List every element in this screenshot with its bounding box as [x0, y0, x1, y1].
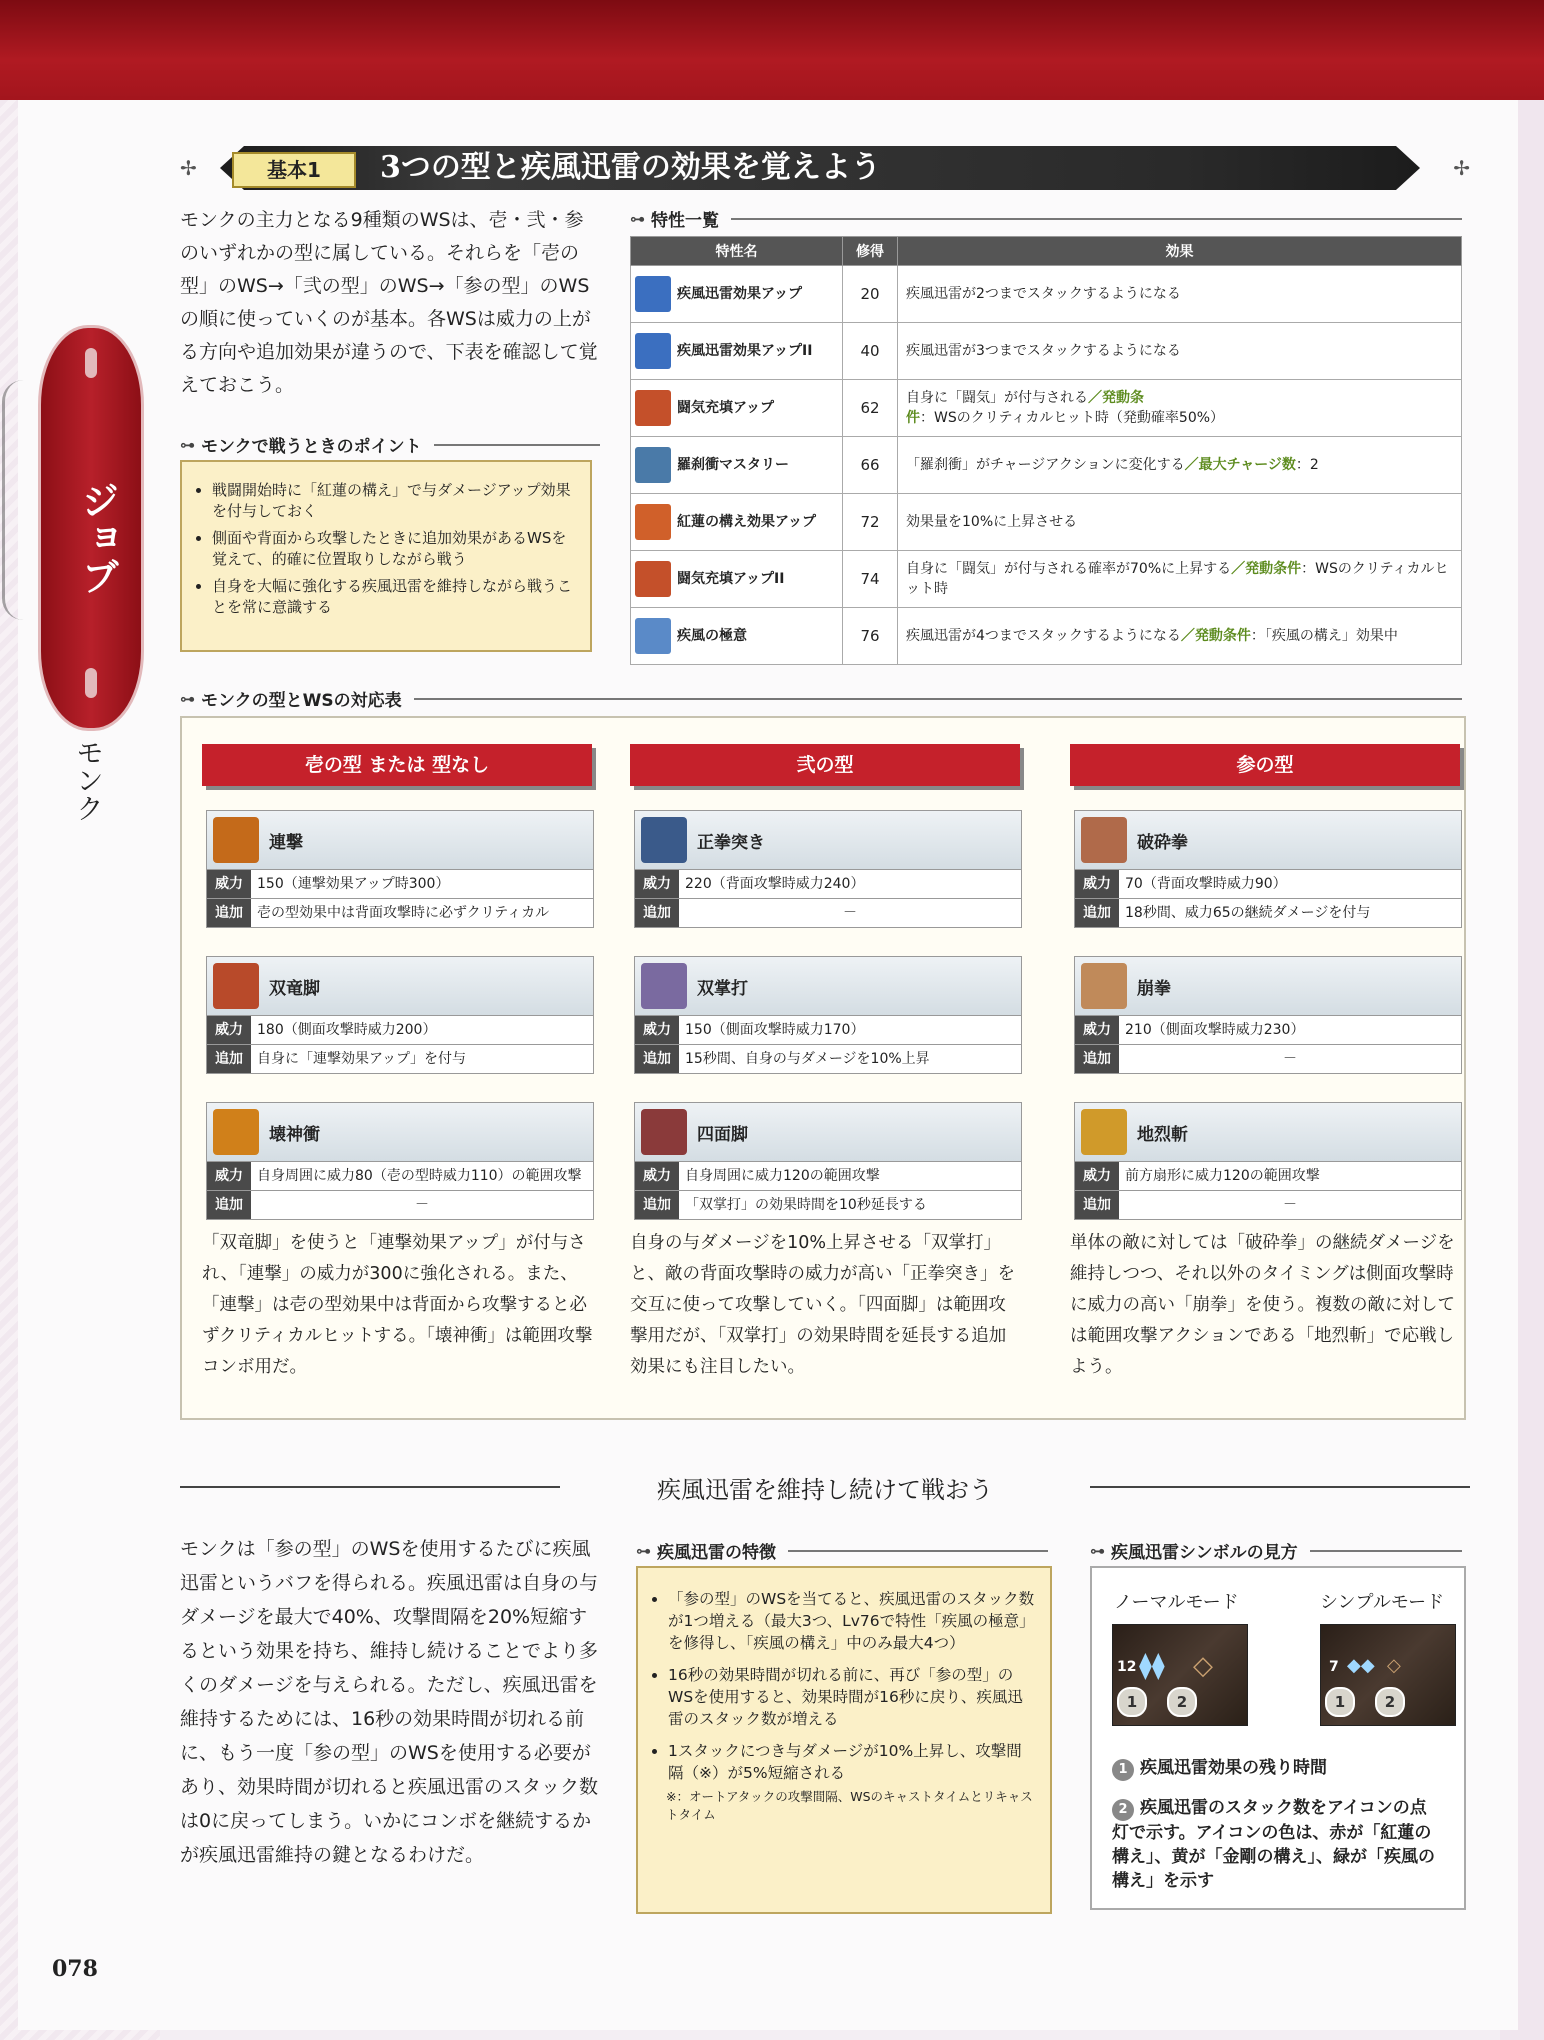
- ws-skill-icon: [641, 1109, 687, 1155]
- trait-effect: [898, 494, 1462, 551]
- col-header: 修得: [843, 237, 898, 266]
- section-badge: 基本1: [232, 152, 356, 188]
- simple-mode-label: シンプルモード: [1320, 1592, 1445, 1613]
- extra-value: 壱の型効果中は背面攻撃時に必ずクリティカル: [251, 899, 593, 927]
- power-key: 威力: [207, 1016, 251, 1044]
- ws-column-desc: 「双竜脚」を使うと「連撃効果アップ」が付与され、「連撃」の威力が300に強化される。また、「連撃」は壱の型効果中は背面から攻撃すると必ずクリティカルヒットする。「壊神衝」は範囲攻撃コンボ用だ。: [202, 1233, 593, 1377]
- power-key: 威力: [1075, 1162, 1119, 1190]
- trait-cond-label: ／発動条件: [1231, 561, 1302, 577]
- trait-row: [631, 323, 1462, 380]
- ws-power-row: [634, 1016, 1022, 1045]
- ws-column: [202, 744, 593, 1377]
- power-key: 威力: [635, 870, 679, 898]
- symbol-desc-2-text: 疾風迅雷のスタック数をアイコンの点灯で示す。アイコンの色は、赤が「紅蓮の構え」、黄が「金剛の構え」、緑が「疾風の構え」を示す: [1112, 1798, 1435, 1891]
- simple-mode-image: [1320, 1624, 1456, 1726]
- power-key: 威力: [1075, 870, 1119, 898]
- extra-value: －: [1119, 1045, 1461, 1073]
- normal-mode-image: [1112, 1624, 1248, 1726]
- trait-name-text: 闘気充填アップII: [677, 571, 785, 587]
- ws-skill-icon: [1081, 963, 1127, 1009]
- point-item: • 側面や背面から攻撃したときに追加効果があるWSを覚えて、的確に位置取りしながら戦う: [212, 528, 574, 570]
- trait-name: [631, 437, 843, 494]
- symbol-desc-1-text: 疾風迅雷効果の残り時間: [1140, 1758, 1327, 1778]
- extra-key: 追加: [207, 899, 251, 927]
- ws-title: [1074, 1102, 1462, 1162]
- symbol-desc-2: [1112, 1796, 1442, 1893]
- extra-key: 追加: [1075, 899, 1119, 927]
- divider: [414, 698, 1462, 700]
- key-icon: ⊶: [180, 689, 195, 708]
- power-key: 威力: [207, 1162, 251, 1190]
- power-value: 前方扇形に威力120の範囲攻撃: [1119, 1162, 1461, 1190]
- ws-skill-icon: [641, 817, 687, 863]
- ws-column: [630, 744, 1020, 1377]
- ws-card: [634, 810, 1022, 928]
- ws-extra-row: [206, 899, 594, 928]
- points-heading-text: モンクで戦うときのポイント: [201, 437, 422, 457]
- ws-title: [1074, 810, 1462, 870]
- features-heading-text: 疾風迅雷の特徴: [657, 1543, 776, 1563]
- power-value: 自身周囲に威力120の範囲攻撃: [679, 1162, 1021, 1190]
- trait-icon: [635, 447, 671, 483]
- features-heading: [636, 1538, 1048, 1563]
- power-key: 威力: [635, 1016, 679, 1044]
- features-note: ※：オートアタックの攻撃間隔、WSのキャストタイムとリキャストタイム: [666, 1789, 1033, 1822]
- ws-name: 四面脚: [697, 1124, 748, 1145]
- ws-card: [1074, 810, 1462, 928]
- ws-name: 地烈斬: [1137, 1124, 1188, 1145]
- flourish-left-icon: ✢: [180, 156, 197, 180]
- trait-effect-text: 自身に「闘気」が付与される確率が70%に上昇する: [906, 561, 1232, 577]
- ws-skill-icon: [1081, 1109, 1127, 1155]
- ws-extra-row: [634, 899, 1022, 928]
- section2-text: モンクは「参の型」のWSを使用するたびに疾風迅雷というバフを得られる。疾風迅雷は自身の与ダメージを最大で40%、攻撃間隔を20%短縮するという効果を持ち、維持し続けることでより多くのダメージを与えられる。ただし、疾風迅雷を維持するためには、16秒の効果時間が切れる前に、もう一度「参の型」のWSを使用する必要があり、効果時間が切れると疾風迅雷のスタック数は0に戻ってしまう。いかにコンボを継続するかが疾風迅雷維持の鍵となるわけだ。: [180, 1538, 599, 1866]
- extra-key: 追加: [1075, 1045, 1119, 1073]
- trait-level: 72: [843, 494, 898, 551]
- trait-icon: [635, 276, 671, 312]
- trait-level: 66: [843, 437, 898, 494]
- ws-extra-row: [1074, 1191, 1462, 1220]
- ws-name: 壊神衝: [269, 1124, 320, 1145]
- extra-key: 追加: [207, 1191, 251, 1219]
- trait-icon: [635, 504, 671, 540]
- trait-effect: [898, 551, 1462, 608]
- power-key: 威力: [1075, 1016, 1119, 1044]
- traits-heading-text: 特性一覧: [651, 211, 719, 231]
- extra-value: －: [251, 1191, 593, 1219]
- trait-effect: [898, 380, 1462, 437]
- divider: [731, 218, 1462, 220]
- ws-card: [634, 956, 1022, 1074]
- extra-value: 「双掌打」の効果時間を10秒延長する: [679, 1191, 1021, 1219]
- ws-heading: [180, 686, 1462, 711]
- points-heading: [180, 432, 600, 457]
- tab-ornament-icon: [85, 348, 97, 378]
- symbols-heading-text: 疾風迅雷シンボルの見方: [1111, 1543, 1298, 1563]
- job-tab-label: ジョブ: [75, 481, 119, 595]
- ws-title: [206, 956, 594, 1016]
- power-value: 180（側面攻撃時威力200）: [251, 1016, 593, 1044]
- extra-key: 追加: [207, 1045, 251, 1073]
- trait-row: [631, 380, 1462, 437]
- key-icon: ⊶: [636, 1541, 651, 1560]
- col-header: 効果: [898, 237, 1462, 266]
- ws-power-row: [1074, 1162, 1462, 1191]
- point-item: • 戦闘開始時に「紅蓮の構え」で与ダメージアップ効果を付与しておく: [212, 480, 574, 522]
- trait-effect: [898, 608, 1462, 665]
- points-box: [180, 460, 592, 652]
- extra-key: 追加: [635, 899, 679, 927]
- swash-right: [1090, 1486, 1470, 1488]
- ws-title: [634, 956, 1022, 1016]
- trait-name-text: 疾風迅雷効果アップII: [677, 343, 813, 359]
- timer-number: 7: [1329, 1659, 1339, 1675]
- trait-row: [631, 608, 1462, 665]
- traits-heading: [630, 206, 1462, 231]
- trait-cond-label: ／発動条件: [1180, 628, 1251, 644]
- power-key: 威力: [635, 1162, 679, 1190]
- feature-item: • 1スタックにつき与ダメージが10%上昇し、攻撃間隔（※）が5%短縮される: [668, 1740, 1036, 1784]
- ws-name: 連撃: [269, 832, 303, 853]
- tab-ornament-icon: [85, 668, 97, 698]
- trait-name-text: 羅刹衝マスタリー: [677, 457, 789, 473]
- trait-name-text: 紅蓮の構え効果アップ: [677, 514, 817, 530]
- ws-extra-row: [1074, 1045, 1462, 1074]
- page-number: 078: [52, 1956, 98, 1982]
- ws-extra-row: [206, 1045, 594, 1074]
- marker-2: 2: [1167, 1687, 1197, 1717]
- features-box: [636, 1566, 1052, 1914]
- ws-power-row: [206, 1162, 594, 1191]
- power-value: 210（側面攻撃時威力230）: [1119, 1016, 1461, 1044]
- trait-effect-text: 自身に「闘気」が付与される: [906, 390, 1088, 406]
- power-value: 150（連撃効果アップ時300）: [251, 870, 593, 898]
- ws-card: [634, 1102, 1022, 1220]
- trait-effect: [898, 437, 1462, 494]
- ws-power-row: [634, 1162, 1022, 1191]
- extra-value: －: [679, 899, 1021, 927]
- ws-title: [634, 810, 1022, 870]
- extra-key: 追加: [1075, 1191, 1119, 1219]
- trait-name: [631, 608, 843, 665]
- job-name: モンク: [72, 738, 105, 822]
- trait-effect-text: 疾風迅雷が3つまでスタックするようになる: [906, 343, 1181, 359]
- ws-power-row: [206, 1016, 594, 1045]
- trait-cond: ：WSのクリティカルヒット時: [906, 561, 1449, 597]
- ws-heading-text: モンクの型とWSの対応表: [201, 691, 402, 711]
- marker-1: 1: [1325, 1687, 1355, 1717]
- trait-name: [631, 494, 843, 551]
- trait-cond: ：「疾風の構え」効果中: [1250, 628, 1398, 644]
- trait-level: 40: [843, 323, 898, 380]
- ws-name: 正拳突き: [697, 832, 765, 853]
- stack-empty-icon: ◇: [1387, 1655, 1401, 1676]
- timer-number: 12: [1117, 1659, 1137, 1675]
- trait-row: [631, 494, 1462, 551]
- number-2-icon: 2: [1112, 1799, 1134, 1821]
- trait-name: [631, 323, 843, 380]
- trait-name: [631, 551, 843, 608]
- ws-skill-icon: [213, 817, 259, 863]
- ws-card: [206, 956, 594, 1074]
- ws-title: [1074, 956, 1462, 1016]
- section-header: [180, 142, 1470, 194]
- power-value: 自身周囲に威力80（壱の型時威力110）の範囲攻撃: [251, 1162, 593, 1190]
- ws-title: [206, 810, 594, 870]
- ws-skill-icon: [213, 963, 259, 1009]
- top-banner: [0, 0, 1544, 100]
- ws-skill-icon: [1081, 817, 1127, 863]
- trait-effect: [898, 323, 1462, 380]
- symbols-heading: [1090, 1538, 1462, 1563]
- normal-mode-label: ノーマルモード: [1114, 1592, 1239, 1613]
- section2-title: 疾風迅雷を維持し続けて戦おう: [657, 1476, 993, 1504]
- intro-text: モンクの主力となる9種類のWSは、壱・弐・参のいずれかの型に属している。それらを「壱の型」のWS→「弐の型」のWS→「参の型」のWSの順に使っていくのが基本。各WSは威力の上がる方向や追加効果が違うので、下表を確認して覚えておこう。: [180, 209, 598, 396]
- trait-cond-label: ／発動条件: [906, 390, 1144, 426]
- ws-name: 破砕拳: [1137, 832, 1188, 853]
- ws-power-row: [634, 870, 1022, 899]
- ws-column: [1070, 744, 1460, 1377]
- ws-skill-icon: [213, 1109, 259, 1155]
- trait-cond: ：2: [1295, 457, 1319, 473]
- ws-column-title: 参の型: [1070, 744, 1460, 786]
- symbol-desc-1: [1112, 1756, 1442, 1781]
- trait-cond-label: ／最大チャージ数: [1184, 457, 1296, 473]
- divider: [788, 1550, 1048, 1552]
- col-header: 特性名: [631, 237, 843, 266]
- ws-card: [1074, 1102, 1462, 1220]
- trait-icon: [635, 333, 671, 369]
- extra-value: 18秒間、威力65の継続ダメージを付与: [1119, 899, 1461, 927]
- trait-effect-text: 疾風迅雷が2つまでスタックするようになる: [906, 286, 1181, 302]
- ws-column-title: 壱の型 または 型なし: [202, 744, 592, 786]
- ws-title: [634, 1102, 1022, 1162]
- section-title: 3つの型と疾風迅雷の効果を覚えよう: [380, 150, 881, 185]
- ws-column-title: 弐の型: [630, 744, 1020, 786]
- ws-extra-row: [1074, 899, 1462, 928]
- power-value: 70（背面攻撃時威力90）: [1119, 870, 1461, 898]
- ws-column-desc: 単体の敵に対しては「破砕拳」の継続ダメージを維持しつつ、それ以外のタイミングは側面攻撃時に威力の高い「崩拳」を使う。複数の敵に対しては範囲攻撃アクションである「地烈斬」で応戦しよう。: [1070, 1233, 1455, 1377]
- ws-card: [206, 1102, 594, 1220]
- extra-key: 追加: [635, 1191, 679, 1219]
- ws-table: [180, 716, 1466, 1420]
- flourish-right-icon: ✢: [1453, 156, 1470, 180]
- trait-name-text: 疾風の極意: [677, 628, 747, 644]
- marker-2: 2: [1375, 1687, 1405, 1717]
- trait-effect-text: 効果量を10%に上昇させる: [906, 514, 1078, 530]
- ws-name: 崩拳: [1137, 978, 1171, 999]
- trait-name-text: 疾風迅雷効果アップ: [677, 286, 803, 302]
- stack-icon: ⧫⧫: [1139, 1651, 1165, 1681]
- ws-title: [206, 1102, 594, 1162]
- trait-name: [631, 380, 843, 437]
- extra-value: 自身に「連撃効果アップ」を付与: [251, 1045, 593, 1073]
- ws-card: [206, 810, 594, 928]
- extra-value: －: [1119, 1191, 1461, 1219]
- symbols-box: [1090, 1566, 1466, 1910]
- key-icon: ⊶: [180, 435, 195, 454]
- ws-skill-icon: [641, 963, 687, 1009]
- traits-table: [630, 236, 1462, 665]
- point-item: • 自身を大幅に強化する疾風迅雷を維持しながら戦うことを常に意識する: [212, 576, 574, 618]
- trait-cond: ：WSのクリティカルヒット時（発動確率50%）: [920, 410, 1225, 426]
- feature-item: • 「参の型」のWSを当てると、疾風迅雷のスタック数が1つ増える（最大3つ、Lv76で特性「疾風の極意」を修得し、「疾風の構え」中のみ最大4つ）: [668, 1588, 1036, 1654]
- job-tab: [38, 325, 144, 731]
- ws-power-row: [1074, 870, 1462, 899]
- ws-extra-row: [634, 1045, 1022, 1074]
- trait-row: [631, 266, 1462, 323]
- trait-effect-text: 疾風迅雷が4つまでスタックするようになる: [906, 628, 1181, 644]
- ws-name: 双竜脚: [269, 978, 320, 999]
- feature-item: • 16秒の効果時間が切れる前に、再び「参の型」のWSを使用すると、効果時間が16秒に戻り、疾風迅雷のスタック数が増える: [668, 1664, 1036, 1730]
- power-key: 威力: [207, 870, 251, 898]
- trait-effect: [898, 266, 1462, 323]
- number-1-icon: 1: [1112, 1759, 1134, 1781]
- trait-name-text: 闘気充填アップ: [677, 400, 775, 416]
- trait-level: 20: [843, 266, 898, 323]
- key-icon: ⊶: [1090, 1541, 1105, 1560]
- key-icon: ⊶: [630, 209, 645, 228]
- power-value: 220（背面攻撃時威力240）: [679, 870, 1021, 898]
- trait-effect-text: 「羅刹衝」がチャージアクションに変化する: [906, 457, 1185, 473]
- stack-icon: ◆◆: [1347, 1655, 1375, 1676]
- trait-row: [631, 551, 1462, 608]
- ws-card: [1074, 956, 1462, 1074]
- ws-name: 双掌打: [697, 978, 748, 999]
- trait-icon: [635, 561, 671, 597]
- power-value: 150（側面攻撃時威力170）: [679, 1016, 1021, 1044]
- extra-key: 追加: [635, 1045, 679, 1073]
- ws-power-row: [206, 870, 594, 899]
- trait-name: [631, 266, 843, 323]
- divider: [1310, 1550, 1462, 1552]
- marker-1: 1: [1117, 1687, 1147, 1717]
- ws-column-desc: 自身の与ダメージを10%上昇させる「双掌打」と、敵の背面攻撃時の威力が高い「正拳突き」を交互に使って攻撃していく。「四面脚」は範囲攻撃用だが、「双掌打」の効果時間を延長する追加効果にも注目したい。: [630, 1233, 1015, 1377]
- trait-icon: [635, 390, 671, 426]
- trait-level: 62: [843, 380, 898, 437]
- divider: [434, 444, 600, 446]
- trait-row: [631, 437, 1462, 494]
- trait-icon: [635, 618, 671, 654]
- ws-extra-row: [206, 1191, 594, 1220]
- ws-power-row: [1074, 1016, 1462, 1045]
- trait-level: 76: [843, 608, 898, 665]
- section2-header: [180, 1466, 1470, 1512]
- ws-extra-row: [634, 1191, 1022, 1220]
- extra-value: 15秒間、自身の与ダメージを10%上昇: [679, 1045, 1021, 1073]
- stack-empty-icon: ◇: [1193, 1651, 1213, 1681]
- trait-level: 74: [843, 551, 898, 608]
